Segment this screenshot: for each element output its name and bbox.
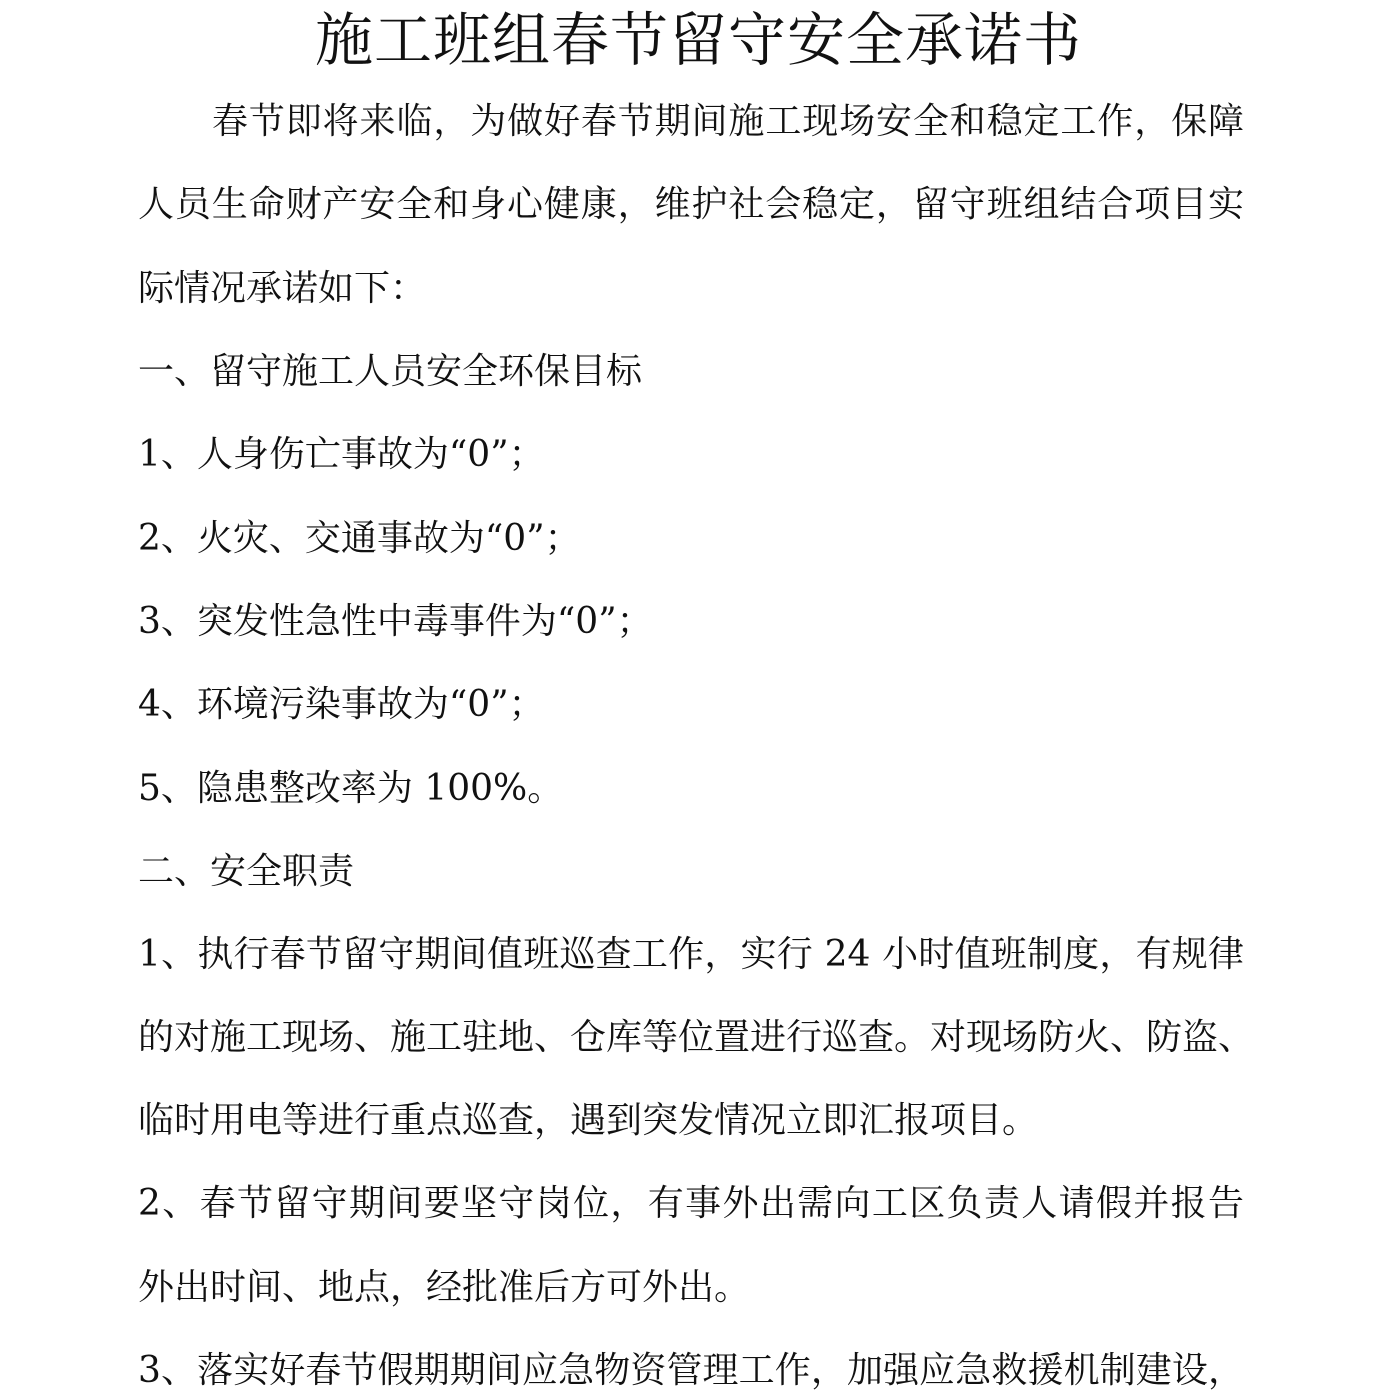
goal-item-5: 5、隐患整改率为 100%。 [138,768,564,809]
duty-1-line-2: 的对施工现场、施工驻地、仓库等位置进行巡查。对现场防火、防盗、 [138,1017,1255,1058]
document-title: 施工班组春节留守安全承诺书 [314,6,1082,74]
duty-3-line-1: 3、落实好春节假期期间应急物资管理工作，加强应急救援机制建设， [138,1350,1244,1391]
goal-item-4: 4、环境污染事故为“0”； [138,684,545,725]
intro-line-1: 春节即将来临，为做好春节期间施工现场安全和稳定工作，保障 [212,101,1244,142]
intro-line-3: 际情况承诺如下： [138,268,427,309]
goal-item-1: 1、人身伤亡事故为“0”； [138,434,545,475]
intro-line-2: 人员生命财产安全和身心健康，维护社会稳定，留守班组结合项目实 [138,184,1244,225]
duty-1-line-3: 临时用电等进行重点巡查，遇到突发情况立即汇报项目。 [138,1100,1039,1141]
goal-item-2: 2、火灾、交通事故为“0”； [138,518,581,559]
section-heading-duties: 二、安全职责 [138,851,355,892]
duty-1-line-1: 1、执行春节留守期间值班巡查工作，实行 24 小时值班制度，有规律 [138,934,1244,975]
section-heading-goals: 一、留守施工人员安全环保目标 [138,351,643,392]
duty-2-line-1: 2、春节留守期间要坚守岗位，有事外出需向工区负责人请假并报告 [138,1183,1244,1224]
goal-item-3: 3、突发性急性中毒事件为“0”； [138,601,653,642]
duty-2-line-2: 外出时间、地点，经批准后方可外出。 [138,1267,751,1308]
